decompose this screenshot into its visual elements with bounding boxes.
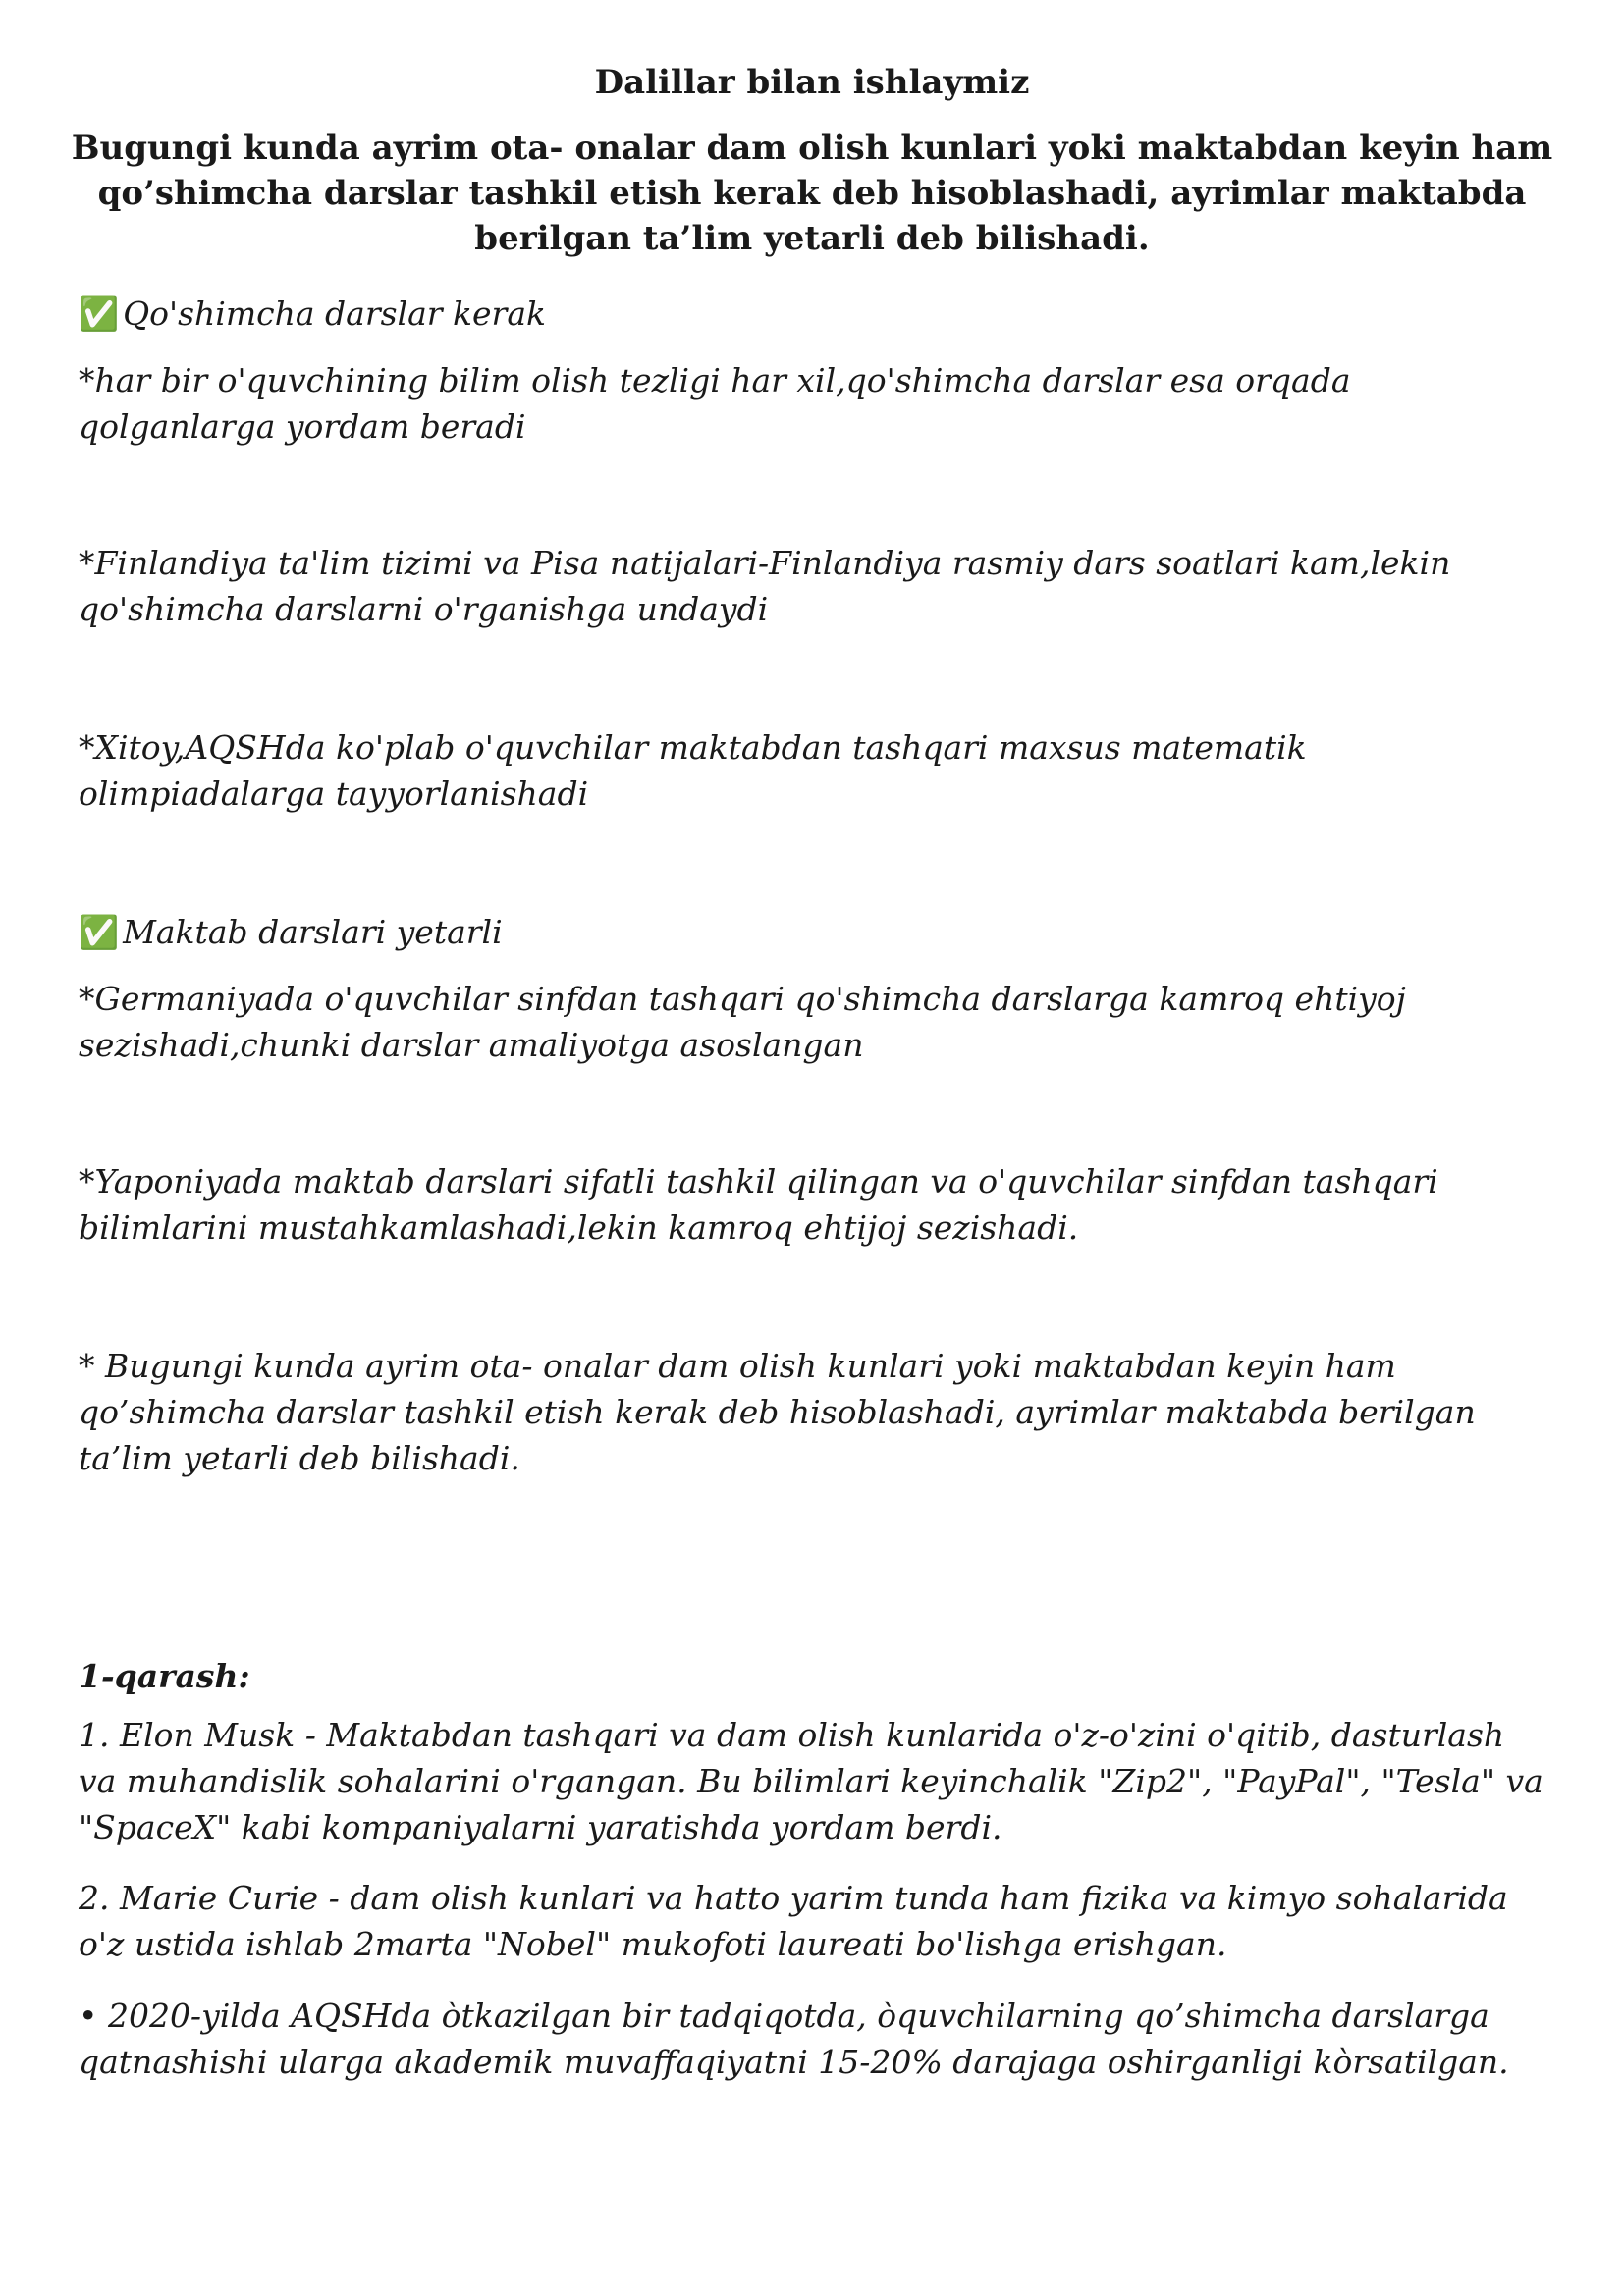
section2-item-3: * Bugungi kunda ayrim ota- onalar dam olish kunlari yoki maktabdan keyin ham qo’shimcha darslar tashkil etish kerak deb hisoblashadi, ayrimlar maktabda berilgan ta’lim yetarli deb bilishadi. (79, 1347, 1476, 1477)
section1-item-1: *har bir o'quvchining bilim olish tezligi har xil,qo'shimcha darslar esa orqada qolganlarga yordam beradi (79, 361, 1351, 446)
section2-item-1: *Germaniyada o'quvchilar sinfdan tashqari qo'shimcha darslarga kamroq ehtiyoj sezishadi,chunki darslar amaliyotga asoslangan (79, 980, 1406, 1064)
section1-heading-text: Qo'shimcha darslar kerak (123, 294, 546, 333)
document-title: Dalillar bilan ishlaymiz (594, 63, 1030, 102)
check-mark-icon: ✅ (79, 294, 120, 333)
section1-item-3: *Xitoy,AQSHda ko'plab o'quvchilar maktabdan tashqari maxsus matematik olimpiadalarga tayyorlanishadi (79, 728, 1307, 813)
section2-heading-text: Maktab darslari yetarli (123, 913, 503, 951)
intro-statement: Bugungi kunda ayrim ota- onalar dam olish kunlari yoki maktabdan keyin ham qo’shimcha darslar tashkil etish kerak deb hisoblashadi, ayrimlar maktabda berilgan ta’lim yetarli deb bilishadi. (71, 129, 1553, 258)
section2-heading (79, 909, 1551, 955)
view1-item-3: • 2020-yilda AQSHda òtkazilgan bir tadqiqotda, òquvchilarning qo’shimcha darslarga qatnashishi ularga akademik muvaffaqiyatni 15-20% darajaga oshirganligi kòrsatilgan. (79, 1997, 1509, 2081)
view1-heading: 1-qarash: (79, 1657, 250, 1695)
view1-item-1: 1. Elon Musk - Maktabdan tashqari va dam olish kunlarida o'z-o'zini o'qitib, dasturlash va muhandislik sohalarini o'rgangan. Bu bilimlari keyinchalik "Zip2", "PayPal", "Tesla" va "SpaceX" kabi kompaniyalarni yaratishda yordam berdi. (79, 1716, 1543, 1846)
view1-item-2: 2. Marie Curie - dam olish kunlari va hatto yarim tunda ham fizika va kimyo sohalarida o'z ustida ishlab 2marta "Nobel" mukofoti laureati bo'lishga erishgan. (79, 1879, 1508, 1963)
section1-item-2: *Finlandiya ta'lim tizimi va Pisa natijalari-Finlandiya rasmiy dars soatlari kam,lekin qo'shimcha darslarni o'rganishga undaydi (79, 544, 1451, 628)
check-mark-icon: ✅ (79, 913, 120, 951)
section2-item-2: *Yaponiyada maktab darslari sifatli tashkil qilingan va o'quvchilar sinfdan tashqari bilimlarini mustahkamlashadi,lekin kamroq ehtijoj sezishadi. (79, 1162, 1438, 1247)
section1-heading (79, 291, 1551, 337)
